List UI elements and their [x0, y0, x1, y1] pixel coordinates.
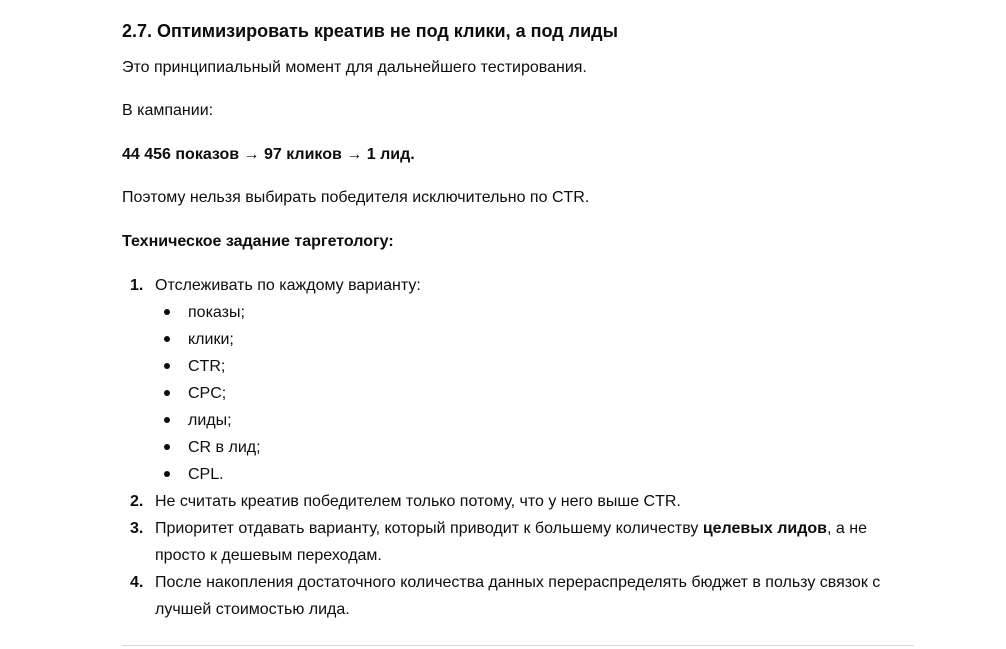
task-title: Техническое задание таргетологу:: [122, 233, 394, 250]
step-item: [122, 488, 914, 515]
metric-item: [155, 380, 914, 407]
bullet-icon: [164, 363, 170, 369]
metric-item: [155, 353, 914, 380]
metric-label: CPC;: [188, 385, 227, 402]
intro-paragraph: Это принципиальный момент для дальнейшего тестирования.: [122, 59, 587, 76]
bullet-icon: [164, 471, 170, 477]
step-number: 4.: [130, 574, 144, 591]
bullet-icon: [164, 390, 170, 396]
step-number: 2.: [130, 493, 144, 510]
bullet-icon: [164, 444, 170, 450]
metric-label: CTR;: [188, 358, 226, 375]
metric-label: CPL.: [188, 466, 224, 483]
step-item: [122, 569, 914, 623]
metric-item: [155, 299, 914, 326]
metric-item: [155, 461, 914, 488]
bullet-icon: [164, 417, 170, 423]
step-text: Отслеживать по каждому варианту:: [155, 277, 421, 294]
funnel-stats: 44 456 показов → 97 кликов → 1 лид.: [122, 146, 415, 163]
task-steps-list: [122, 272, 914, 623]
campaign-label: В кампании:: [122, 102, 214, 119]
step-text-after: , а не просто к дешевым переходам.: [155, 520, 867, 564]
step-text-before: Приоритет отдавать варианту, который приводит к большему количеству: [155, 520, 703, 537]
step-item: [122, 515, 914, 569]
bullet-icon: [164, 309, 170, 315]
ctr-note: Поэтому нельзя выбирать победителя исключительно по CTR.: [122, 189, 590, 206]
section-heading: 2.7. Оптимизировать креатив не под клики, а под лиды: [122, 21, 618, 41]
step-number: 3.: [130, 520, 144, 537]
metric-label: лиды;: [188, 412, 232, 429]
metric-label: CR в лид;: [188, 439, 261, 456]
step-text: Не считать креатив победителем только потому, что у него выше CTR.: [155, 493, 681, 510]
metric-item: [155, 326, 914, 353]
step-text-bold: целевых лидов: [702, 520, 828, 537]
metric-label: клики;: [188, 331, 234, 348]
metric-item: [155, 434, 914, 461]
metrics-list: [155, 299, 914, 488]
step-text: После накопления достаточного количества данных перераспределять бюджет в пользу связок с лучшей стоимостью лида.: [155, 574, 881, 618]
metric-item: [155, 407, 914, 434]
section-divider: [122, 645, 914, 646]
step-item: [122, 272, 914, 488]
step-number: 1.: [130, 277, 144, 294]
metric-label: показы;: [188, 304, 245, 321]
bullet-icon: [164, 336, 170, 342]
